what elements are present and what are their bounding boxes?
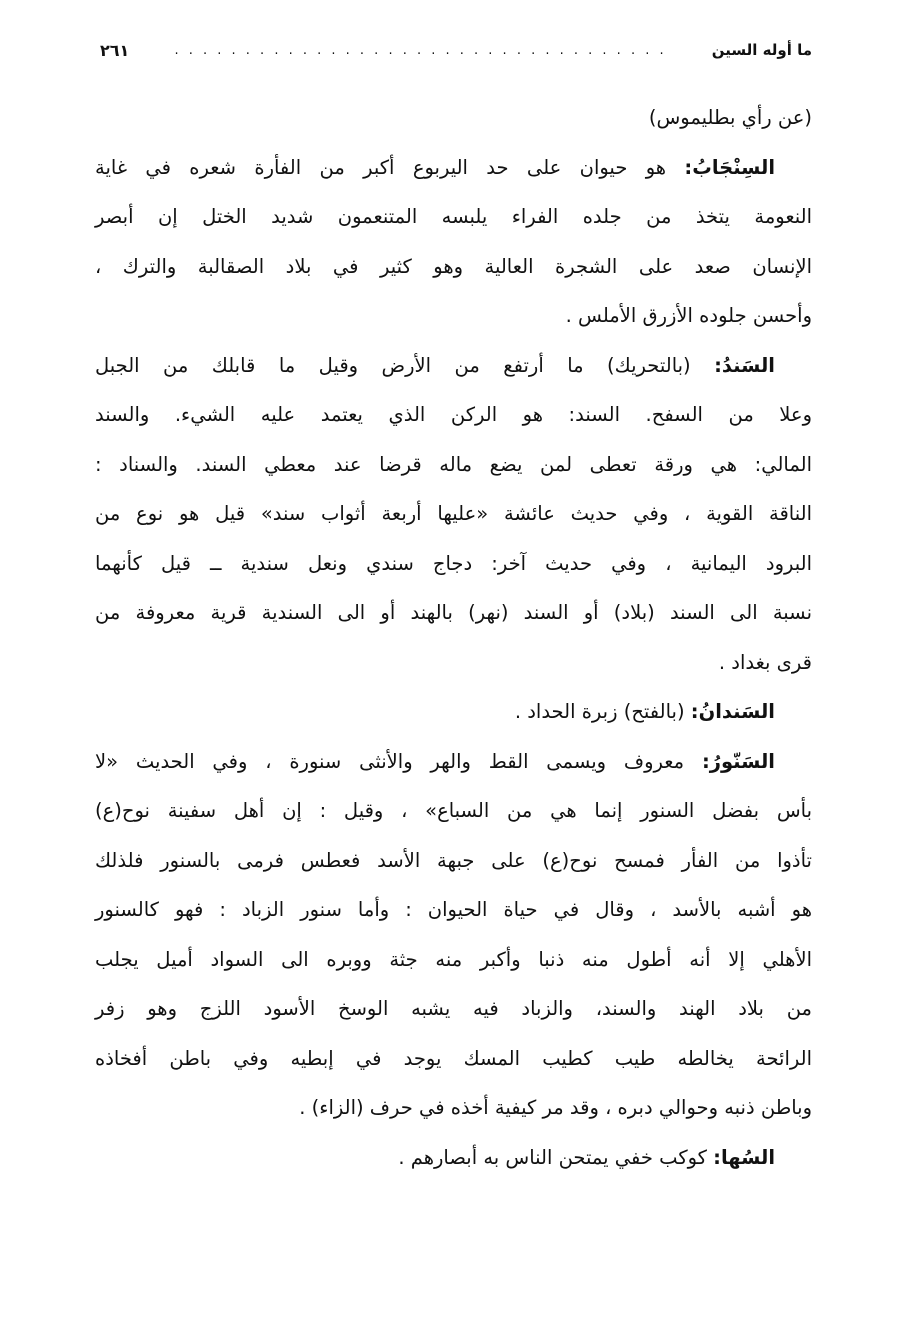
line-text: (عن رأي بطليموس) bbox=[648, 106, 812, 129]
text-line bbox=[95, 839, 812, 883]
text-line bbox=[95, 938, 812, 982]
page-number: ٢٦١ bbox=[100, 40, 130, 60]
entry-line bbox=[95, 690, 812, 734]
line-text: من بلاد الهند والسند، والزباد فيه يشبه الوسخ الأسود اللزج وهو زفر bbox=[95, 997, 812, 1020]
line-text: الإنسان صعد على الشجرة العالية وهو كثير في بلاد الصقالبة والترك ، bbox=[95, 254, 812, 278]
text-line bbox=[95, 1037, 812, 1081]
line-text: الناقة القوية ، وفي حديث عائشة «عليها أربعة أثواب سند» قيل هو نوع من bbox=[95, 502, 812, 525]
line-text: وباطن ذنبه وحوالي دبره ، وقد مر كيفية أخذه في حرف (الزاء) . bbox=[299, 1096, 812, 1119]
entry-line bbox=[95, 1136, 812, 1180]
text-line bbox=[95, 245, 812, 289]
line-text: البرود اليمانية ، وفي حديث آخر: دجاج سندي ونعل سندية ــ قيل كأنهما bbox=[95, 551, 812, 575]
text-line bbox=[95, 987, 812, 1031]
running-header bbox=[100, 36, 812, 64]
entry-line bbox=[95, 740, 812, 784]
line-text: الرائحة يخالطه طيب كطيب المسك يوجد في إبطيه وفي باطن أفخاذه bbox=[95, 1046, 812, 1070]
text-line bbox=[95, 443, 812, 487]
line-text: نسبة الى السند (بلاد) أو السند (نهر) بالهند أو الى السندية قرية معروفة من bbox=[95, 601, 812, 624]
line-text: وعلا من السفح. السند: هو الركن الذي يعتمد عليه الشيء. والسند bbox=[95, 403, 812, 426]
entry-line bbox=[95, 344, 812, 388]
leader-dots: . . . . . . . . . . . . . . . . . . . . . . . . . . . . . . . . . . . bbox=[174, 42, 667, 58]
text-line bbox=[95, 96, 812, 140]
line-text: قرى بغداد . bbox=[718, 650, 812, 674]
line-text: (بالفتح) زبرة الحداد . bbox=[514, 700, 691, 723]
text-line bbox=[95, 542, 812, 586]
line-text: (بالتحريك) ما أرتفع من الأرض وقيل ما قابلك من الجبل bbox=[95, 353, 715, 377]
line-text: كوكب خفي يمتحن الناس به أبصارهم . bbox=[398, 1145, 714, 1169]
headword: السَندانُ: bbox=[690, 700, 775, 723]
headword: السِنْجَابُ: bbox=[684, 155, 775, 179]
line-text: النعومة يتخذ من جلده الفراء يلبسه المتنعمون شديد الختل إن أبصر bbox=[95, 205, 812, 228]
text-line bbox=[95, 492, 812, 536]
running-title: ما أوله السين bbox=[711, 41, 812, 59]
line-text: تأذوا من الفأر فمسح نوح(ع) على جبهة الأسد فعطس فرمى بالسنور فلذلك bbox=[95, 848, 812, 872]
text-line bbox=[95, 641, 812, 685]
line-text: وأحسن جلوده الأزرق الأملس . bbox=[565, 304, 812, 327]
text-line bbox=[95, 888, 812, 932]
text-line bbox=[95, 1086, 812, 1130]
headword: السَندُ: bbox=[714, 353, 775, 377]
line-text: هو أشبه بالأسد ، وقال في حياة الحيوان : وأما سنور الزباد : فهو كالسنور bbox=[95, 898, 812, 921]
text-line bbox=[95, 393, 812, 437]
text-line bbox=[95, 294, 812, 338]
text-line bbox=[95, 789, 812, 833]
line-text: المالي: هي ورقة تعطى لمن يضع ماله قرضا عند معطي السند. والسناد : bbox=[95, 452, 812, 476]
entry-line bbox=[95, 146, 812, 190]
line-text: بأس بفضل السنور إنما هي من السباع» ، وقيل : إن أهل سفينة نوح(ع) bbox=[95, 799, 812, 822]
headword: السُها: bbox=[713, 1145, 775, 1169]
headword: السَنّورُ: bbox=[701, 749, 775, 773]
line-text: هو حيوان على حد اليربوع أكبر من الفأرة شعره في غاية bbox=[95, 155, 685, 179]
line-text: الأهلي إلا أنه أطول منه ذنبا وأكبر منه جثة ووبره الى السواد أميل يجلب bbox=[95, 947, 812, 971]
line-text: معروف ويسمى القط والهر والأنثى سنورة ، وفي الحديث «لا bbox=[95, 749, 702, 773]
text-line bbox=[95, 195, 812, 239]
text-line bbox=[95, 591, 812, 635]
